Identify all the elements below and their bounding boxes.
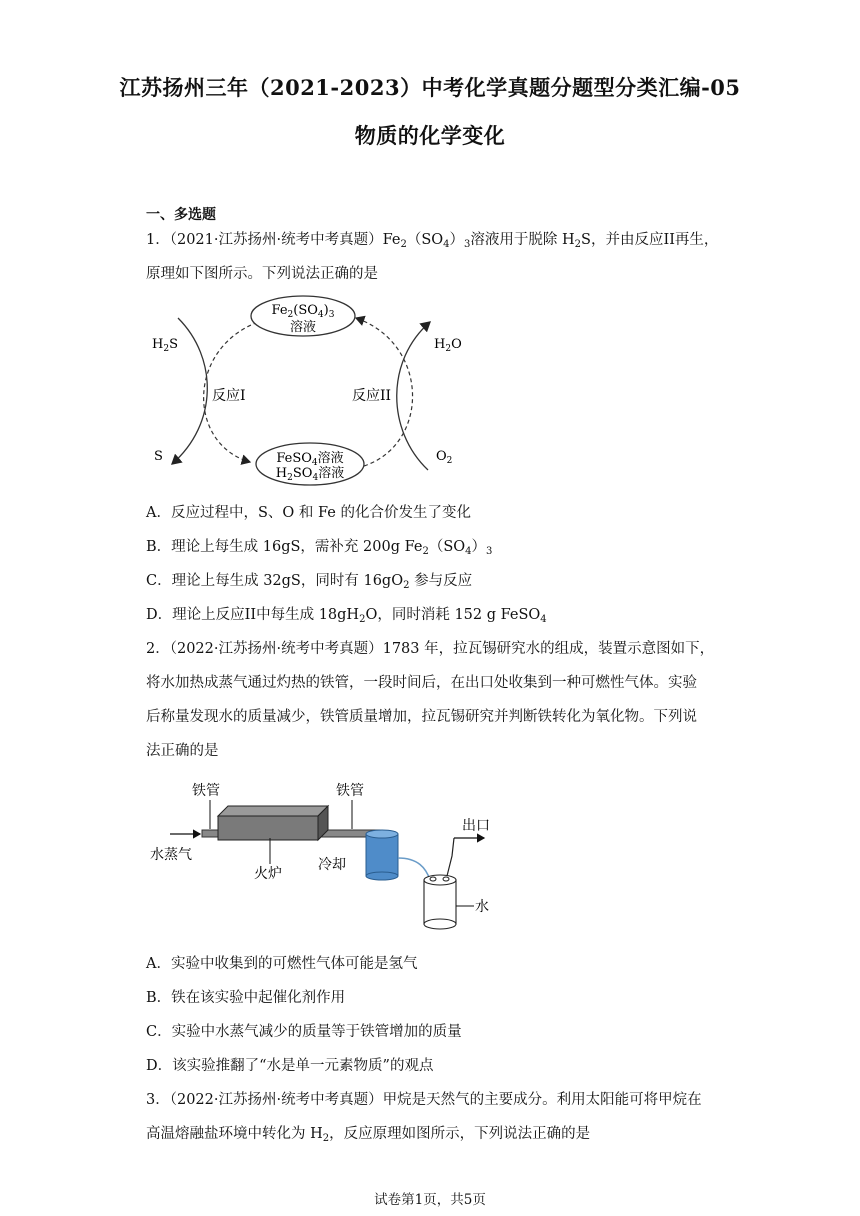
q1-stem-line2: 原理如下图所示。下列说法正确的是 xyxy=(146,266,378,282)
q1-option-d: D．理论上反应II中每生成 $18gH_2O$，同时消耗 152 g FeSO$_4$ xyxy=(146,607,547,625)
furnace-body xyxy=(218,816,318,840)
page-subtitle: 物质的化学变化 xyxy=(354,123,506,148)
furnace-top xyxy=(218,806,328,816)
q3-stem-line2: 高温熔融盐环境中转化为 $H_2$，反应原理如图所示，下列说法正确的是 xyxy=(146,1126,591,1144)
q2-stem-line2: 将水加热成蒸气通过灼热的铁管，一段时间后，在出口处收集到一种可燃性气体。实验 xyxy=(146,675,697,691)
label-h2s: $H_2S$ xyxy=(152,337,178,354)
svg-text:FeSO4溶液: FeSO$_4$溶液 xyxy=(276,451,344,468)
q2-option-b: B．铁在该实验中起催化剂作用 xyxy=(146,990,346,1006)
section-heading: 一、多选题 xyxy=(146,207,216,223)
q2-apparatus-diagram xyxy=(146,772,506,940)
q1-stem-line1: 1．（2021·江苏扬州·统考中考真题）$Fe_2(SO_4)_3$溶液用于脱除 $H_2S$，并由反应II再生， xyxy=(146,232,719,250)
svg-text:Fe2(SO4)3: $Fe_2(SO_4)_3$ xyxy=(271,303,335,320)
label-reaction-2: 反应II xyxy=(352,388,392,404)
svg-text:H2SO4溶液: $H_2SO_4$溶液 xyxy=(275,466,345,483)
q1-reaction-cycle-diagram xyxy=(146,294,476,490)
q1-option-a: A．反应过程中，S、O 和 Fe 的化合价发生了变化 xyxy=(146,505,471,521)
label-steam: 水蒸气 xyxy=(150,847,192,863)
right-input-arc xyxy=(397,322,430,470)
q1-option-b: B．理论上每生成 16gS，需补充 200g $Fe_2(SO_4)_3$ xyxy=(146,539,493,557)
label-outlet: 出口 xyxy=(462,818,490,834)
cooling-cylinder xyxy=(366,834,398,876)
label-h2o: $H_2O$ xyxy=(434,337,462,354)
q2-option-c: C．实验中水蒸气减少的质量等于铁管增加的质量 xyxy=(146,1024,462,1040)
q2-option-d: D．该实验推翻了“水是单一元素物质”的观点 xyxy=(146,1058,434,1074)
q2-stem-line4: 法正确的是 xyxy=(146,743,219,759)
label-o2: $O_2$ xyxy=(436,449,453,466)
label-iron-tube-right: 铁管 xyxy=(336,783,364,799)
label-furnace: 火炉 xyxy=(254,866,282,882)
q2-stem-line1: 2．（2022·江苏扬州·统考中考真题）1783 年，拉瓦锡研究水的组成，装置示意图如下， xyxy=(146,641,715,657)
svg-text:溶液: 溶液 xyxy=(289,320,317,335)
page-title: 江苏扬州三年（2021-2023）中考化学真题分题型分类汇编-05 xyxy=(119,75,741,100)
water-container xyxy=(424,880,456,924)
q3-stem-line1: 3．（2022·江苏扬州·统考中考真题）甲烷是天然气的主要成分。利用太阳能可将甲烷在 xyxy=(146,1092,702,1108)
label-iron-tube-left: 铁管 xyxy=(192,783,220,799)
page-footer: 试卷第1页，共5页 xyxy=(374,1192,486,1208)
q2-stem-line3: 后称量发现水的质量减少，铁管质量增加，拉瓦锡研究并判断铁转化为氧化物。下列说 xyxy=(146,709,697,725)
q2-option-a: A．实验中收集到的可燃性气体可能是氢气 xyxy=(146,956,418,972)
q1-option-c: C．理论上每生成 32gS，同时有 $16gO_2$ 参与反应 xyxy=(146,573,473,591)
label-water: 水 xyxy=(475,899,489,915)
label-s: S xyxy=(154,449,163,464)
label-reaction-1: 反应I xyxy=(212,388,246,404)
label-cooling: 冷却 xyxy=(318,857,346,873)
